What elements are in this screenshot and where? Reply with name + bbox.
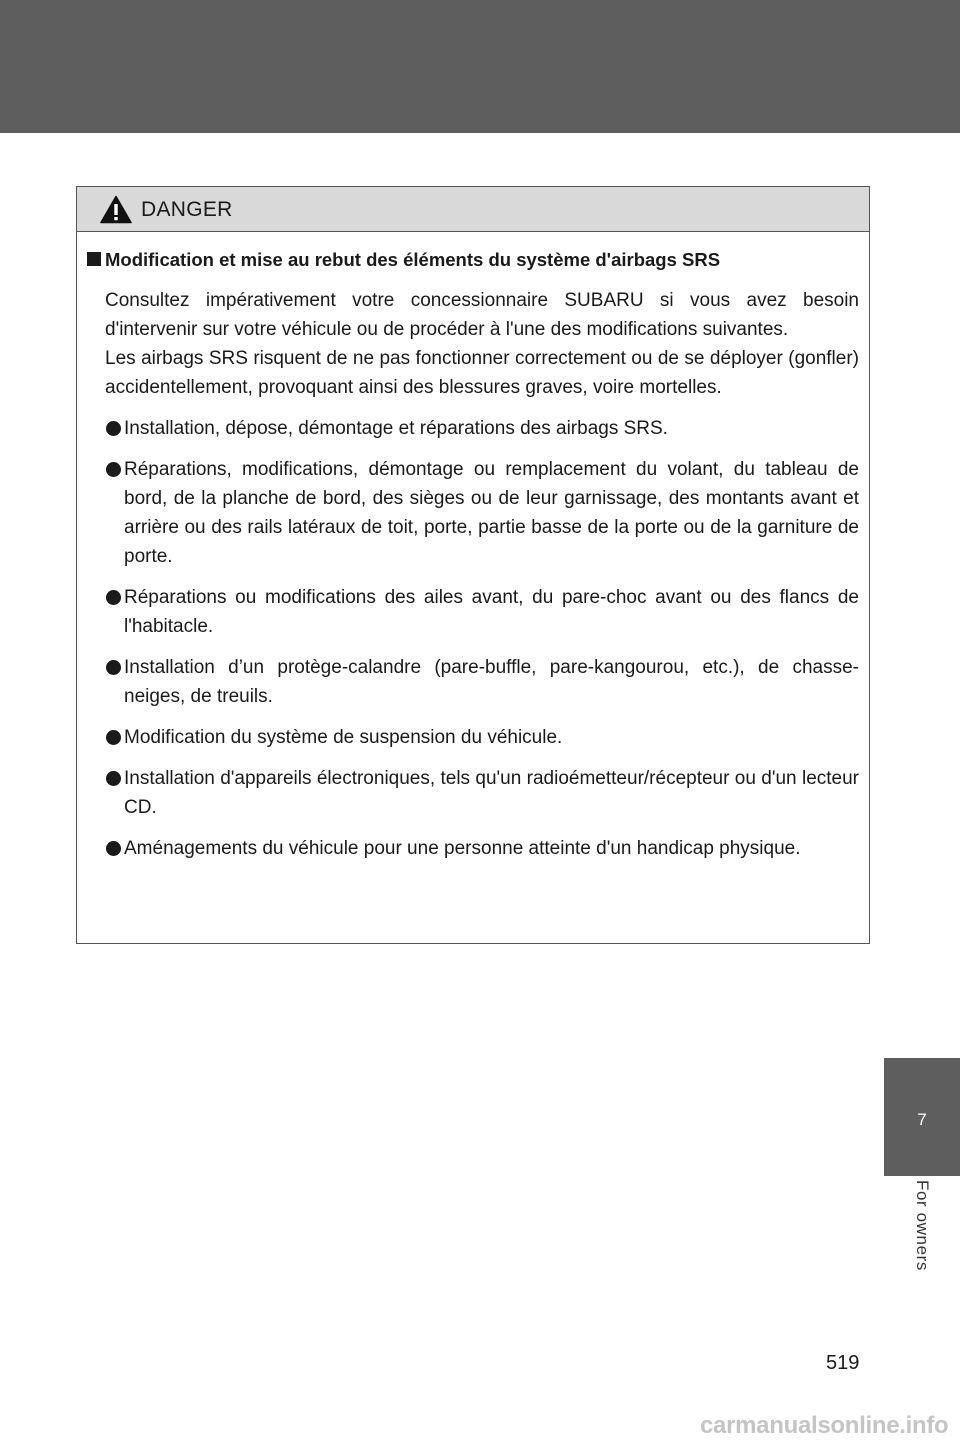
header-band	[0, 0, 960, 133]
list-item	[87, 653, 859, 711]
bullet-list	[87, 414, 859, 863]
chapter-label-area	[884, 1176, 960, 1306]
list-item	[87, 723, 859, 752]
chapter-label: For owners	[913, 1180, 932, 1272]
section-heading	[87, 245, 859, 274]
list-item-text: Installation d'appareils électroniques, tels qu'un radioémetteur/récepteur ou d'un lecteur CD.	[124, 768, 859, 818]
black-square-icon	[87, 252, 101, 266]
list-item	[87, 414, 859, 443]
list-item	[87, 764, 859, 822]
watermark	[700, 1404, 960, 1440]
list-item-text: Modification du système de suspension du véhicule.	[124, 727, 563, 748]
danger-warning-box	[76, 186, 870, 944]
danger-body	[87, 245, 859, 863]
black-circle-bullet-icon	[106, 841, 121, 856]
list-item-text: Réparations, modifications, démontage ou remplacement du volant, du tableau de bord, de la planche de bord, des sièges ou de leur garnissage, des montants avant et arrière ou des rails latéraux de toit, porte, partie basse de la porte ou de la garniture de porte.	[124, 459, 859, 567]
black-circle-bullet-icon	[106, 590, 121, 605]
black-circle-bullet-icon	[106, 660, 121, 675]
list-item-text: Installation, dépose, démontage et réparations des airbags SRS.	[124, 418, 668, 439]
list-item	[87, 834, 859, 863]
intro-paragraph-2: Les airbags SRS risquent de ne pas fonctionner correctement ou de se déployer (gonfler) accidentellement, provoquant ainsi des blessures graves, voire mortelles.	[105, 348, 859, 398]
list-item	[87, 583, 859, 641]
list-item	[87, 455, 859, 571]
black-circle-bullet-icon	[106, 421, 121, 436]
intro-paragraph-1: Consultez impérativement votre concessionnaire SUBARU si vous avez besoin d'intervenir sur votre véhicule ou de procéder à l'une des modifications suivantes.	[105, 290, 859, 340]
chapter-tab	[884, 1058, 960, 1176]
list-item-text: Installation d’un protège-calandre (pare-buffle, pare-kangourou, etc.), de chasse-neiges, de treuils.	[124, 657, 859, 707]
intro-text	[87, 286, 859, 402]
danger-title: DANGER	[141, 198, 233, 221]
black-circle-bullet-icon	[106, 771, 121, 786]
section-heading-text: Modification et mise au rebut des éléments du système d'airbags SRS	[105, 249, 721, 270]
list-item-text: Aménagements du véhicule pour une personne atteinte d'un handicap physique.	[124, 838, 801, 859]
black-circle-bullet-icon	[106, 730, 121, 745]
list-item-text: Réparations ou modifications des ailes avant, du pare-choc avant ou des flancs de l'habitacle.	[124, 587, 859, 637]
black-circle-bullet-icon	[106, 462, 121, 477]
danger-header	[77, 187, 869, 232]
warning-triangle-icon	[100, 195, 132, 224]
page-number: 519	[826, 1352, 860, 1374]
chapter-number: 7	[917, 1110, 927, 1129]
watermark-text: carmanualsonline.info	[700, 1412, 949, 1439]
